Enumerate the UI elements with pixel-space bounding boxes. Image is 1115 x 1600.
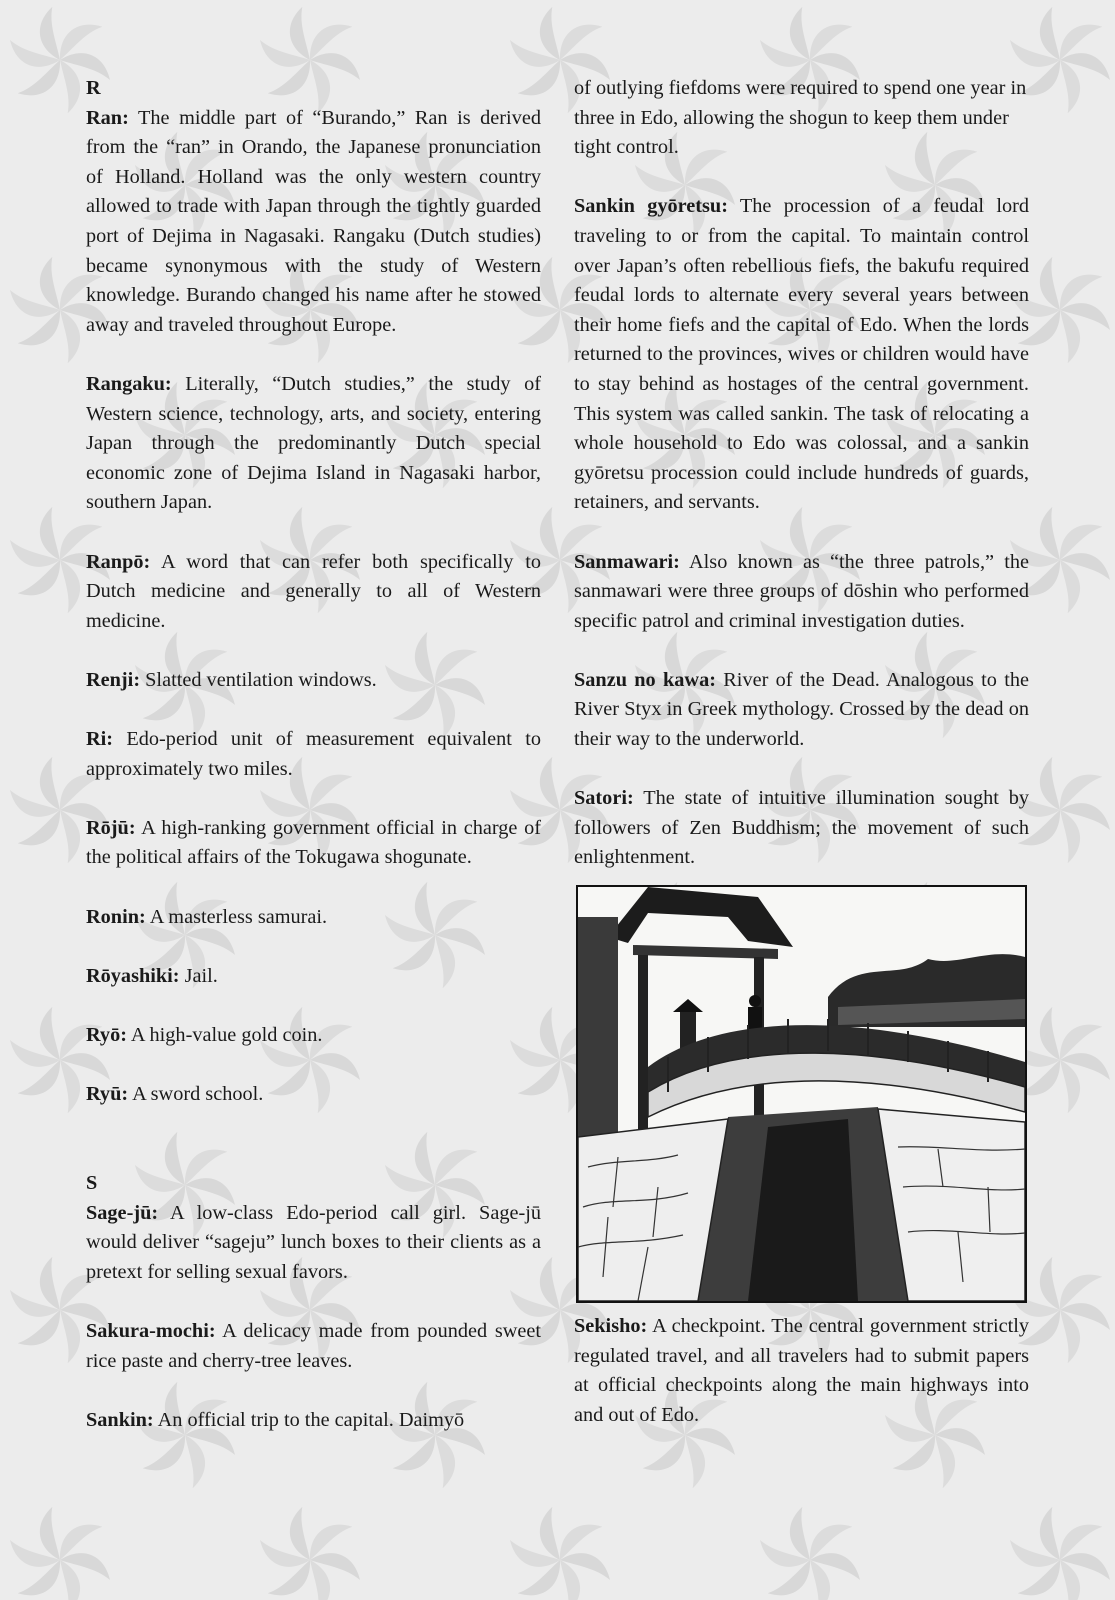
entry-term: Sage-jū: <box>86 1201 159 1224</box>
bridge-drawing <box>578 887 1025 1301</box>
entry-definition: The state of intuitive illumination sought by followers of Zen Buddhism; the movement of such enlightenment. <box>574 787 1029 869</box>
entry-term: Ronin: <box>86 905 146 928</box>
glossary-entry-renji <box>86 666 541 696</box>
entry-definition: A low-class Edo-period call girl. Sage-jū would deliver “sageju” lunch boxes to their clients as a pretext for selling sexual favors. <box>86 1201 541 1283</box>
glossary-entry-ran <box>86 104 541 341</box>
glossary-entry-roju <box>86 814 541 873</box>
glossary-entry-ronin <box>86 903 541 933</box>
glossary-entry-sankin-continued: of outlying fiefdoms were required to spend one year in three in Edo, allowing the shogun to keep them under tight control. <box>574 77 1027 159</box>
entry-definition: A word that can refer both specifically to Dutch medicine and generally to all of Western medicine. <box>86 550 542 632</box>
section-letter-s: S <box>86 1171 98 1194</box>
entry-definition: Also known as “the three patrols,” the sanmawari were three groups of dōshin who performed specific patrol and criminal investigation duties. <box>574 550 1030 632</box>
entry-term: Sanmawari: <box>574 550 680 573</box>
section-letter-r: R <box>86 77 101 99</box>
glossary-entry-ryo <box>86 1021 541 1051</box>
glossary-entry-sankin <box>86 1406 541 1436</box>
entry-definition: A checkpoint. The central government strictly regulated travel, and all travelers had to submit papers at official checkpoints along the main highways into and out of Edo. <box>574 1315 1029 1426</box>
glossary-entry-royashiki <box>86 962 541 992</box>
entry-term: Ri: <box>86 728 114 751</box>
entry-term: Sanzu no kawa: <box>574 668 716 691</box>
entry-term: Sekisho: <box>574 1315 648 1338</box>
glossary-right-column <box>574 74 1029 1460</box>
entry-term: Ryō: <box>86 1024 127 1046</box>
entry-definition: A sword school. <box>132 1083 264 1106</box>
entry-term: Sankin: <box>86 1408 154 1431</box>
entry-term: Ran: <box>86 106 129 129</box>
entry-definition: The middle part of “Burando,” Ran is derived from the “ran” in Orando, the Japanese pronunciation of Holland. Holland was the only western country allowed to trade with Japan through the tightly guarded port of Dejima in Nagasaki. Rangaku (Dutch studies) became synonymous with the study of Western knowledge. Burando changed his name after he stowed away and traveled throughout Europe. <box>86 106 541 336</box>
entry-term: Ranpō: <box>86 550 151 573</box>
entry-definition: Edo-period unit of measurement equivalent to approximately two miles. <box>86 728 541 780</box>
entry-term: Rōjū: <box>86 816 136 839</box>
entry-definition: Slatted ventilation windows. <box>145 668 377 691</box>
glossary-entry-sekisho <box>574 1312 1029 1430</box>
entry-definition: A high-value gold coin. <box>130 1024 323 1046</box>
entry-definition: A delicacy made from pounded sweet rice paste and cherry-tree leaves. <box>86 1319 541 1372</box>
entry-definition: A high-ranking government official in charge of the political affairs of the Tokugawa shogunate. <box>86 816 541 869</box>
glossary-entry-ryu <box>86 1080 541 1110</box>
entry-definition: River of the Dead. Analogous to the River Styx in Greek mythology. Crossed by the dead on their way to the underworld. <box>574 668 1029 751</box>
glossary-entry-sanmawari <box>574 548 1029 637</box>
glossary-entry-sakura-mochi <box>86 1317 541 1376</box>
entry-definition: Jail. <box>184 964 218 987</box>
section-gap <box>86 1139 541 1169</box>
entry-term: Renji: <box>86 668 141 691</box>
entry-definition: The procession of a feudal lord traveling to or from the capital. To maintain control over Japan’s often rebellious fiefs, the bakufu required feudal lords to alternate every several years between their home fiefs and the capital of Edo. When the lords returned to the provinces, wives or children would have to stay behind as hostages of the central government. This system was called sankin. The task of relocating a whole household to Edo was colossal, and a sankin gyōretsu procession could include hundreds of guards, retainers, and servants. <box>574 195 1029 514</box>
bridge-illustration <box>576 885 1027 1303</box>
glossary-entry-sage-ju <box>86 1199 541 1288</box>
glossary-entry-satori <box>574 784 1029 873</box>
glossary-entry-rangaku <box>86 370 541 518</box>
glossary-entry-sanzu-no-kawa <box>574 666 1029 755</box>
glossary-entry-ranpo <box>86 548 541 637</box>
entry-term: Ryū: <box>86 1083 129 1106</box>
entry-term: Satori: <box>574 787 634 810</box>
entry-term: Rōyashiki: <box>86 964 180 987</box>
glossary-entry-ri <box>86 725 541 784</box>
entry-term: Rangaku: <box>86 372 172 395</box>
entry-term: Sankin gyōretsu: <box>574 195 728 218</box>
entry-definition: Literally, “Dutch studies,” the study of Western science, technology, arts, and society, entering Japan through the predominantly Dutch special economic zone of Dejima Island in Nagasaki harbor, southern Japan. <box>86 372 541 514</box>
entry-definition: A masterless samurai. <box>149 905 328 928</box>
entry-definition: An official trip to the capital. Daimyō <box>157 1408 465 1431</box>
glossary-entry-sankin-gyoretsu <box>574 192 1029 518</box>
glossary-left-column <box>86 74 541 1465</box>
entry-term: Sakura-mochi: <box>86 1319 216 1342</box>
